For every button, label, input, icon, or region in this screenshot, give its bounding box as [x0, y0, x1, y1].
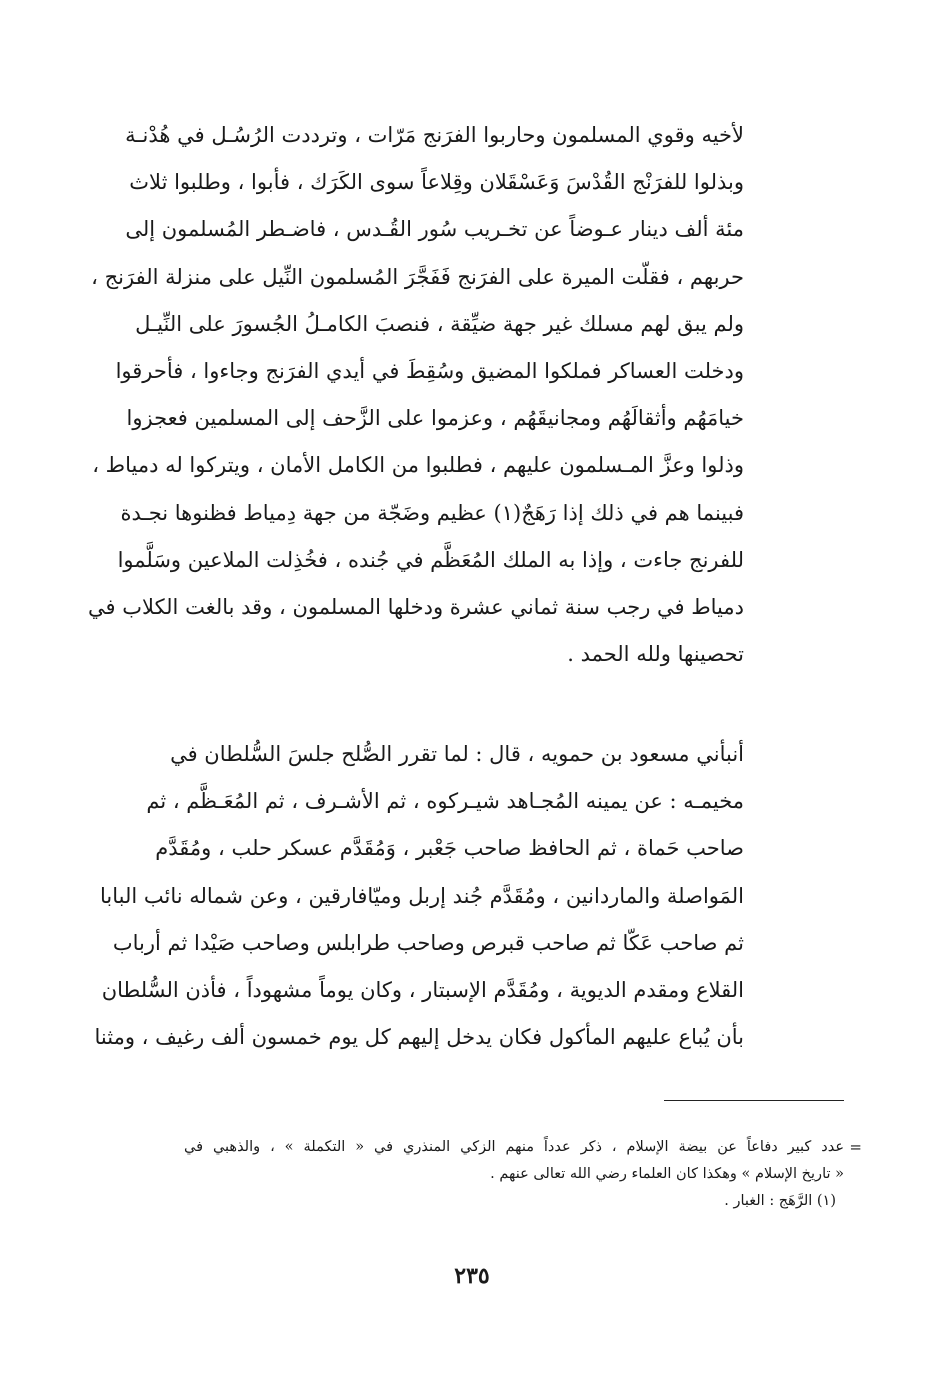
- text-line: خيامَهُم وأثقالَهُم ومجانيقَهُم ، وعزموا على الزَّحف إلى المسلمين فعجزوا: [126, 406, 744, 431]
- text-line: ولم يبق لهم مسلك غير جهة ضيِّقة ، فنصبَ الكامـلُ الجُسورَ على النِّيـل: [135, 311, 744, 336]
- footnote-continued-line: « تاريخ الإسلام » وهكذا كان العلماء رضي الله تعالى عنهم .: [490, 1166, 844, 1182]
- text-line: بأن يُباع عليهم المأكول فكان يدخل إليهم كل يوم خمسون ألف رغيف ، ومثنا: [94, 1025, 744, 1050]
- text-line: حربهم ، فقلّت الميرة على الفرَنج فَفَجَّرَ المُسلمون النِّيل على منزلة الفرَنج ،: [91, 264, 744, 289]
- text-line: المَواصلة والماردانين ، ومُقَدَّم جُند إربل وميّافارقين ، وعن شماله نائب البابا: [99, 883, 744, 908]
- text-line: أنبأني مسعود بن حمويه ، قال : لما تقرر الصُّلح جلسَ السُّلطان في: [170, 742, 744, 766]
- text-line: وذلوا وعزَّ المـسلمون عليهم ، فطلبوا من الكامل الأمان ، ويتركوا له دمياط ،: [92, 453, 744, 478]
- text-line: ثم صاحب عَكّا ثم صاحب قبرص وصاحب طرابلس وصاحب صَيْدا ثم أرباب: [112, 930, 744, 955]
- text-line: ودخلت العساكر فملكوا المضيق وسُقِطَ في أيدي الفرَنج وجاءوا ، فأحرقوا: [115, 358, 744, 383]
- footnote-1: (١) الرَّهَج : الغبار .: [724, 1193, 836, 1209]
- footnote-continued-line: عدد كبير دفاعاً عن بيضة الإسلام ، ذكر عدداً منهم الزكي المنذري في « التكملة » ، والذهبي في: [184, 1139, 844, 1155]
- page-number: ٢٣٥: [454, 1263, 490, 1289]
- text-line: فبينما هم في ذلك إذا رَهَجٌ(١) عظيم وضَجّة من جهة دِمياط فظنوها نجـدة: [120, 500, 744, 525]
- footnote-continuation-marker: =: [849, 1138, 862, 1156]
- text-line: دمياط في رجب سنة ثماني عشرة ودخلها المسلمون ، وقد بالغت الكلاب في: [88, 594, 744, 619]
- text-line: مخيمـه : عن يمينه المُجـاهد شيـركوه ، ثم الأشـرف ، ثم المُعَـظَّم ، ثم: [146, 789, 744, 814]
- paragraph-1: [88, 112, 744, 678]
- text-line: تحصينها ولله الحمد .: [567, 642, 744, 667]
- text-line: لأخيه وقوي المسلمون وحاربوا الفرَنج مَرّات ، وترددت الرُسُـل في هُدْنـة: [125, 123, 744, 147]
- text-line: القلاع ومقدم الديوية ، ومُقَدَّم الإسبتار ، وكان يوماً مشهوداً ، فأذن السُّلطان: [101, 977, 744, 1002]
- text-line: صاحب حَماة ، ثم الحافظ صاحب جَعْبر ، وَمُقَدَّم عسكر حلب ، ومُقَدَّم: [155, 836, 744, 861]
- text-line: وبذلوا للفرَنْج القُدْسَ وَعَسْقَلان وقِلاعاً سوى الكَرَك ، فأبوا ، وطلبوا ثلاث: [129, 170, 744, 195]
- footnotes: [184, 1134, 862, 1215]
- text-line: للفرنج جاءت ، وإذا به الملك المُعَظَّم في جُنده ، فخُذِلت الملاعين وسَلَّموا: [117, 547, 744, 572]
- paragraph-2: [94, 731, 744, 1061]
- footnote-divider: [664, 1100, 844, 1101]
- text-line: مئة ألف دينار عـوضاً عن تخـريب سُور القُـدس ، فاضـطر المُسلمون إلى: [125, 217, 744, 242]
